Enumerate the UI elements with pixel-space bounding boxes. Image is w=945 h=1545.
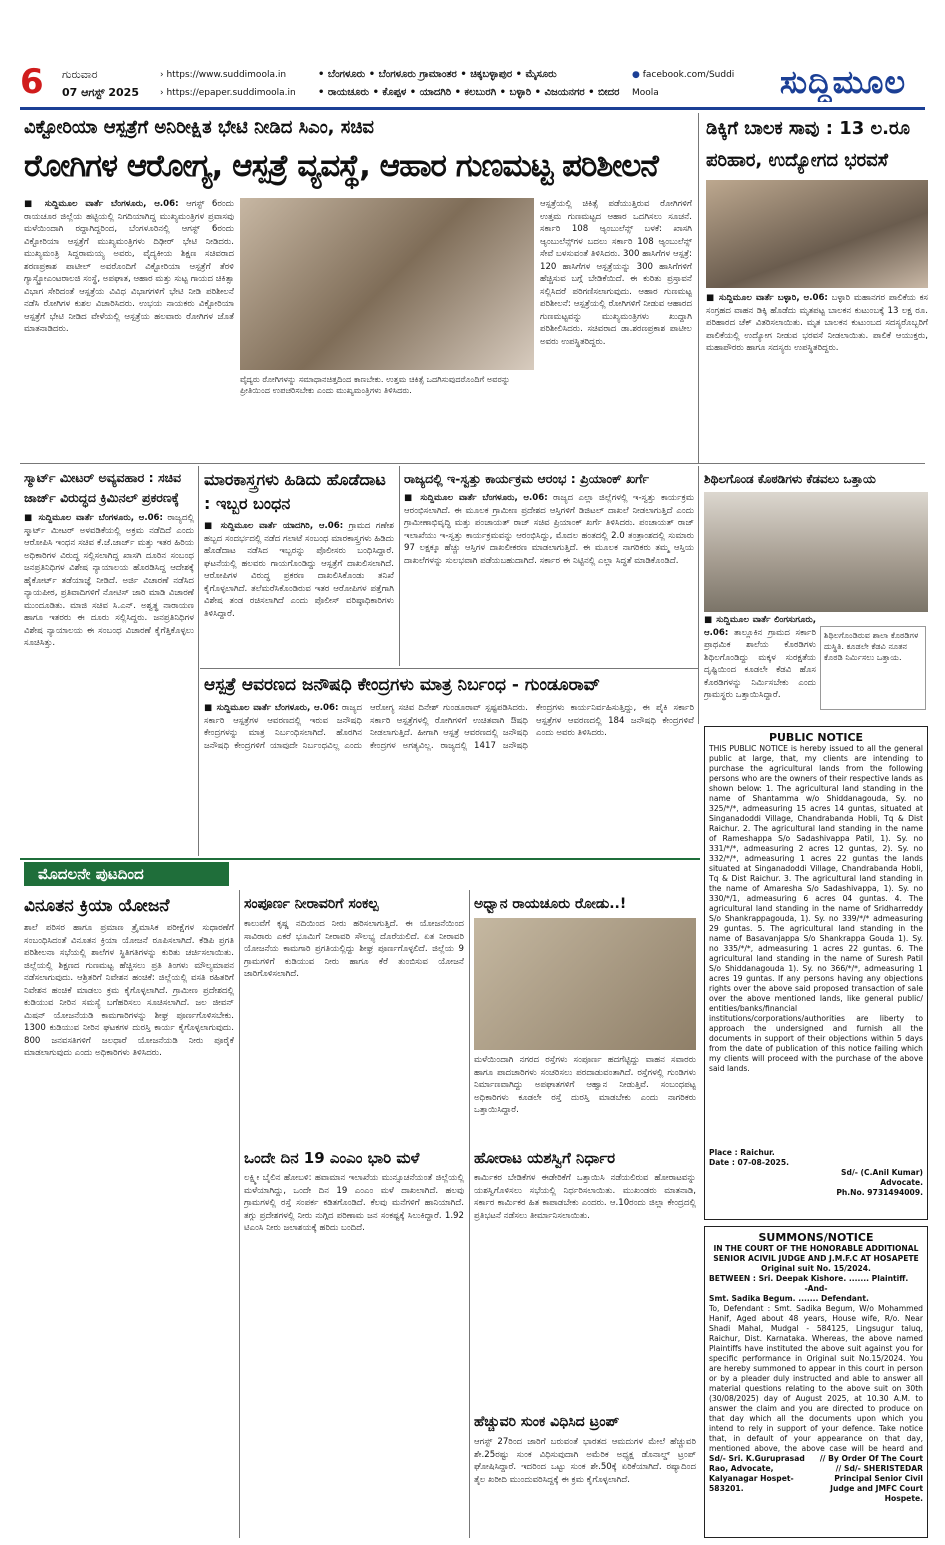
divider [200,668,698,669]
summons-defendant: Smt. Sadika Begum. ....... Defendant. [709,1294,869,1303]
public-notice-phone: Ph.No. 9731494009. [836,1188,923,1197]
lead-byline: ■ ಸುದ್ದಿಮೂಲ ವಾರ್ತೆ ಬೆಂಗಳೂರು, ಆ.06: [24,199,179,209]
lead-photo [240,198,534,370]
public-notice-title: PUBLIC NOTICE [768,731,864,744]
cities-row-1: • ಬೆಂಗಳೂರು • ಬೆಂಗಳೂರು ಗ್ರಾಮಾಂತರ • ಚಿಕ್ಕಬಳ್ಳಾಪುರ • ಮೈಸೂರು [318,69,557,80]
accident-story [706,292,928,458]
road-headline: ಅಧ್ವಾನ ರಾಯಚೂರು ರೋಡು..! [474,896,627,912]
page-number: 6 [20,62,44,102]
school-headline: ಶಿಥಿಲಗೊಂಡ ಕೊಠಡಿಗಳು ಕೆಡವಲು ಒತ್ತಾಯ [704,472,876,486]
kriya-headline: ವಿನೂತನ ಕ್ರಿಯಾ ಯೋಜನೆ [24,896,170,916]
weapons-byline: ■ ಸುದ್ದಿಮೂಲ ವಾರ್ತೆ ಯಾದಗಿರಿ, ಆ.06: [204,521,344,531]
smart-meter-byline: ■ ಸುದ್ದಿಮೂಲ ವಾರ್ತೆ ಬೆಂಗಳೂರು, ಆ.06: [24,513,163,523]
summons-and: -And- [804,1284,828,1293]
school-photo [704,492,928,612]
public-notice-date: Date : 07-08-2025. [709,1158,789,1167]
header-rule [20,107,925,110]
summons-signatures [709,1454,923,1504]
e-swattu-headline: ರಾಜ್ಯದಲ್ಲಿ ಇ-ಸ್ವತ್ತು ಕಾರ್ಯಕ್ರಮ ಆರಂಭ : ಪ್ರಿಯಾಂಕ್ ಖರ್ಗೆ [404,471,649,486]
divider [469,890,470,1538]
e-swattu-body: ರಾಜ್ಯದ ಎಲ್ಲಾ ಜಿಲ್ಲೆಗಳಲ್ಲಿ ಇ-ಸ್ವತ್ತು ಕಾರ್ಯಕ್ರಮ ಆರಂಭಿಸಲಾಗಿದೆ. ಈ ಮೂಲಕ ಗ್ರಾಮೀಣ ಪ್ರದೇಶದ ಆಸ್ತಿಗಳಿಗೆ ಡಿಜಿಟಲ್ ದಾಖಲೆ ನೀಡಲಾಗುತ್ತಿದೆ ಎಂದು ಗ್ರಾಮೀಣಾಭಿವೃದ್ಧಿ ಮತ್ತು ಪಂಚಾಯತ್ ರಾಜ್ ಸಚಿವ ಪ್ರಿಯಾಂಕ್ ಖರ್ಗೆ ತಿಳಿಸಿದರು. ಪಂಚಾಯತ್ ರಾಜ್ ಇಲಾಖೆಯು ಇ-ಸ್ವತ್ತು ಕಾರ್ಯಕ್ರಮವನ್ನು ಆರಂಭಿಸಿದ್ದು, ಮೊದಲ ಹಂತದಲ್ಲಿ 2.0 ತಂತ್ರಾಂಶದಲ್ಲಿ ಸುಮಾರು 97 ಲಕ್ಷಕ್ಕೂ ಹೆಚ್ಚು ಆಸ್ತಿಗಳ ದಾಖಲೀಕರಣ ಮಾಡಲಾಗುತ್ತಿದೆ. ಈ ಮೂಲಕ ನಾಗರಿಕರು ತಮ್ಮ ಆಸ್ತಿಯ ದಾಖಲೆಗಳನ್ನು ಸುಲಭವಾಗಿ ಪಡೆಯಬಹುದಾಗಿದೆ. ಸರ್ಕಾರ ಈ ನಿಟ್ಟಿನಲ್ಲಿ ಎಲ್ಲಾ ಸಿದ್ಧತೆ ಮಾಡಿಕೊಂಡಿದೆ. [404,493,694,566]
divider [198,466,199,856]
smart-meter-story [24,512,194,854]
road-photo [474,918,696,1050]
divider [20,858,700,860]
summons-suit: Original suit No. 15/2024. [761,1264,871,1273]
weapons-story [204,520,394,660]
summons-between: BETWEEN : Sri. Deepak Kishore. ....... Plaintiff. [709,1274,909,1283]
rain-headline: ಒಂದೇ ದಿನ 19 ಎಂಎಂ ಭಾರಿ ಮಳೆ [244,1149,420,1167]
divider [20,463,925,464]
date-block [62,66,172,102]
school-byline: ■ ಸುದ್ದಿಮೂಲ ವಾರ್ತೆ ಲಿಂಗಸುಗೂರು, ಆ.06: [704,615,816,638]
tariff-body: ಆಗಸ್ಟ್ 27ರಿಂದ ಜಾರಿಗೆ ಬರುವಂತೆ ಭಾರತದ ಆಮದುಗಳ ಮೇಲೆ ಹೆಚ್ಚುವರಿ ಶೇ.25ರಷ್ಟು ಸುಂಕ ವಿಧಿಸುವುದಾಗಿ ಅಮೆರಿಕ ಅಧ್ಯಕ್ಷ ಡೊನಾಲ್ಡ್ ಟ್ರಂಪ್ ಘೋಷಿಸಿದ್ದಾರೆ. ಇದರಿಂದ ಒಟ್ಟು ಸುಂಕ ಶೇ.50ಕ್ಕೆ ಏರಿಕೆಯಾಗಿದೆ. ರಷ್ಯಾದಿಂದ ತೈಲ ಖರೀದಿ ಮುಂದುವರಿಸಿದ್ದಕ್ಕೆ ಈ ಕ್ರಮ ಕೈಗೊಳ್ಳಲಾಗಿದೆ. [474,1437,696,1485]
school-story [704,614,816,722]
lead-col-3: ಆಸ್ಪತ್ರೆಯಲ್ಲಿ ಚಿಕಿತ್ಸೆ ಪಡೆಯುತ್ತಿರುವ ರೋಗಿಗಳಿಗೆ ಉತ್ತಮ ಗುಣಮಟ್ಟದ ಆಹಾರ ಒದಗಿಸಲು ಸೂಚನೆ. ಸರ್ಕಾರಿ 108 ಆ್ಯಂಬುಲೆನ್ಸ್ ಬಳಕೆ: ಖಾಸಗಿ ಆ್ಯಂಬುಲೆನ್ಸ್‌ಗಳ ಬದಲು ಸರ್ಕಾರಿ 108 ಆ್ಯಂಬುಲೆನ್ಸ್ ಸೇವೆ ಬಳಸುವಂತೆ ತಿಳಿಸಿದರು. 300 ಹಾಸಿಗೆಗಳ ಆಸ್ಪತ್ರೆ: 120 ಹಾಸಿಗೆಗಳ ಆಸ್ಪತ್ರೆಯನ್ನು 300 ಹಾಸಿಗೆಗಳಿಗೆ ಹೆಚ್ಚಿಸುವ ಬಗ್ಗೆ ಬೇಡಿಕೆಯಿದೆ. ಈ ಕುರಿತು ಪ್ರಸ್ತಾವನೆ ಸಲ್ಲಿಸಿದರೆ ಪರಿಗಣಿಸಲಾಗುವುದು. ಆಹಾರ ಗುಣಮಟ್ಟ ಪರಿಶೀಲನೆ: ಆಸ್ಪತ್ರೆಯಲ್ಲಿ ರೋಗಿಗಳಿಗೆ ನೀಡುವ ಆಹಾರದ ಗುಣಮಟ್ಟವನ್ನು ಮುಖ್ಯಮಂತ್ರಿಗಳು ಖುದ್ದಾಗಿ ಪರಿಶೀಲಿಸಿದರು. ಸಚಿವರಾದ ಡಾ.ಶರಣಪ್ರಕಾಶ ಪಾಟೀಲ ಅವರು ಉಪಸ್ಥಿತರಿದ್ದರು. [540,199,692,347]
tariff-headline: ಹೆಚ್ಚುವರಿ ಸುಂಕ ವಿಧಿಸಿದ ಟ್ರಂಪ್ [474,1414,620,1430]
divider [698,113,699,463]
public-notice-body: THIS PUBLIC NOTICE is hereby issued to all the general public at large, that, my clients are intending to purchase the agricultural lands from the following persons who are the owners of their respective lands as shown below: 1. The agricultural land standing in the name of Shantamma w/o Shiddanagouda, Sy. no 325/*/*, admeasuring 15 acres 14 guntas, situated at Singanadoddi Village, Chandrabanda Hobli, Tq & Dist Raichur. 2. The agricultural land standing in the name of Rameshappa S/o Sadashivappa Patil, 1). Sy. no 331/*/*, admeasuring 2 acres 12 guntas, 2). Sy. no 332/*/*, admeasuring 1 acres 22 guntas the lands situated at Singanadoddi Village, Chandrabanda Hobli, Tq & Dist Raichur. 3. The agricultural land standing in the name of Amaresha S/o Sadashivappa, 1). Sy. no 330/*/1, admeasuring 6 acres 04 guntas. 4. The agricultural land standing in the name of Sridharreddy S/o Shankrappagouda, 1). Sy. no 339/*/* admeasuring 29 guntas. 5. The agricultural land standing in the name of Basavanjappa S/o Shankrappa Gouda 1). Sy. no 335/*/*, admeasuring 1 acres 22 guntas. 6. The agricultural land standing in the name of Suresh Patil S/o Shiddanagouda 1). Sy. no 366/*/*, admeasuring 1 acres 19 guntas. If any persons having any objections rights over the above said proposed transaction of sale over the above mentioned lands, like general public/ entities/banks/financial institutions/corporations/authorities are liberty to approach the undersigned and furnish all the documents in support of their objections within 5 days from the date of publication of this notice failing which my clients will proceed with the purchase of the above said lands. [709,744,923,1073]
divider [239,890,240,1538]
public-notice [704,726,928,1220]
kriya-body: ಶಾಲೆ ಪರಿಸರ ಹಾಗೂ ಪ್ರಮಾಣ ತ್ರೈಮಾಸಿಕ ಪರೀಕ್ಷೆಗಳ ಸುಧಾರಣೆಗೆ ಸಂಬಂಧಿಸಿದಂತೆ ವಿನೂತನ ಕ್ರಿಯಾ ಯೋಜನೆ ರೂಪಿಸಲಾಗಿದೆ. ಕೆಡಿಪಿ ಪ್ರಗತಿ ಪರಿಶೀಲನಾ ಸಭೆಯಲ್ಲಿ ಶಾಲೆಗಳ ಸ್ಥಿತಿಗತಿಗಳನ್ನು ಕುರಿತು ಚರ್ಚಿಸಲಾಯಿತು. ಜಿಲ್ಲೆಯಲ್ಲಿ ಶಿಕ್ಷಣದ ಗುಣಮಟ್ಟ ಹೆಚ್ಚಿಸಲು ಪ್ರತಿ ತಿಂಗಳು ಮೌಲ್ಯಮಾಪನ ನಡೆಸಲಾಗುವುದು. ಆಶ್ರಿತರಿಗೆ ನಿವೇಶನ ಹಂಚಿಕೆ: ಜಿಲ್ಲೆಯಲ್ಲಿ ವಸತಿ ರಹಿತರಿಗೆ ನಿವೇಶನ ಹಂಚಿಕೆ ಮಾಡಲು ಕ್ರಮ ಕೈಗೊಳ್ಳಲಾಗಿದೆ. ಗ್ರಾಮೀಣ ಪ್ರದೇಶದಲ್ಲಿ ಕುಡಿಯುವ ನೀರಿನ ಸಮಸ್ಯೆ ಬಗೆಹರಿಸಲು ಸೂಚಿಸಲಾಗಿದೆ. ಜಲ ಜೀವನ್ ಮಿಷನ್ ಯೋಜನೆಯಡಿ ಕಾಮಗಾರಿಗಳನ್ನು ಶೀಘ್ರ ಪೂರ್ಣಗೊಳಿಸಬೇಕು. 1300 ಕುಡಿಯುವ ನೀರಿನ ಘಟಕಗಳ ದುರಸ್ತಿ ಕಾರ್ಯ ಕೈಗೊಳ್ಳಲಾಗುವುದು. 800 ಜನವಸತಿಗಳಿಗೆ ಜಲಧಾರೆ ಯೋಜನೆಯಡಿ ನೀರು ಪೂರೈಕೆ ಮಾಡಲಾಗುವುದು ಎಂದು ಅಧಿಕಾರಿಗಳು ತಿಳಿಸಿದರು. [24,923,234,1058]
public-notice-role: Advocate. [880,1178,923,1187]
protest-headline: ಹೋರಾಟ ಯಶಸ್ವಿಗೆ ನಿರ್ಧಾರ [474,1149,616,1167]
divider [399,466,400,666]
continued-section-banner: ಮೊದಲನೇ ಪುಟದಿಂದ [24,862,229,886]
web-links [160,66,320,102]
janaushadhi-byline: ■ ಸುದ್ದಿಮೂಲ ವಾರ್ತೆ ಬೆಂಗಳೂರು, ಆ.06: [204,703,339,713]
summons-right-sign: // By Order Of The Court // Sd/- SHERISTEDAR Principal Senior Civil Judge and JMFC Court Hospete. [819,1454,923,1503]
weapons-body: ಗ್ರಾಮದ ಗಣೇಶ ಹಬ್ಬದ ಸಂದರ್ಭದಲ್ಲಿ ನಡೆದ ಗಲಾಟೆ ಸಂಬಂಧ ಮಾರಕಾಸ್ತ್ರಗಳು ಹಿಡಿದು ಹೊಡೆದಾಟ ನಡೆಸಿದ ಇಬ್ಬರನ್ನು ಪೊಲೀಸರು ಬಂಧಿಸಿದ್ದಾರೆ. ಘಟನೆಯಲ್ಲಿ ಹಲವರು ಗಾಯಗೊಂಡಿದ್ದು ಆಸ್ಪತ್ರೆಗೆ ದಾಖಲಿಸಲಾಗಿದೆ. ಆರೋಪಿಗಳ ವಿರುದ್ಧ ಪ್ರಕರಣ ದಾಖಲಿಸಿಕೊಂಡು ತನಿಖೆ ಕೈಗೊಳ್ಳಲಾಗಿದೆ. ತಲೆಮರೆಸಿಕೊಂಡಿರುವ ಇತರ ಆರೋಪಿಗಳ ಪತ್ತೆಗಾಗಿ ವಿಶೇಷ ತಂಡ ರಚಿಸಲಾಗಿದೆ ಎಂದು ಪೊಲೀಸ್ ವರಿಷ್ಠಾಧಿಕಾರಿಗಳು ತಿಳಿಸಿದ್ದಾರೆ. [204,521,394,619]
facebook-link[interactable]: ● facebook.com/Suddi Moola [632,70,735,98]
e-swattu-byline: ■ ಸುದ್ದಿಮೂಲ ವಾರ್ತೆ ಬೆಂಗಳೂರು, ಆ.06: [404,493,548,503]
cities-row-2: • ರಾಯಚೂರು • ಕೊಪ್ಪಳ • ಯಾದಗಿರಿ • ಕಲಬುರಗಿ • ಬಳ್ಳಾರಿ • ವಿಜಯನಗರ • ಬೀದರ [318,87,620,98]
lead-kicker: ವಿಕ್ಟೋರಿಯಾ ಆಸ್ಪತ್ರೆಗೆ ಅನಿರೀಕ್ಷಿತ ಭೇಟಿ ನೀಡಿದ ಸಿಎಂ, ಸಚಿವ [24,117,374,138]
smart-meter-body: ರಾಜ್ಯದಲ್ಲಿ ಸ್ಮಾರ್ಟ್ ಮೀಟರ್ ಅಳವಡಿಕೆಯಲ್ಲಿ ಅಕ್ರಮ ನಡೆದಿದೆ ಎಂದು ಆರೋಪಿಸಿ ಇಂಧನ ಸಚಿವ ಕೆ.ಜೆ.ಜಾರ್ಜ್ ಮತ್ತು ಇತರ ಹಿರಿಯ ಅಧಿಕಾರಿಗಳ ವಿರುದ್ಧ ಸಲ್ಲಿಸಲಾಗಿದ್ದ ಖಾಸಗಿ ದೂರಿನ ಸಂಬಂಧ ಜನಪ್ರತಿನಿಧಿಗಳ ವಿಶೇಷ ನ್ಯಾಯಾಲಯ ಹೊರಡಿಸಿದ್ದ ಆದೇಶಕ್ಕೆ ಹೈಕೋರ್ಟ್ ತಡೆಯಾಜ್ಞೆ ನೀಡಿದೆ. ಅರ್ಜಿ ವಿಚಾರಣೆ ನಡೆಸಿದ ನ್ಯಾಯಪೀಠ, ಪ್ರತಿವಾದಿಗಳಿಗೆ ನೋಟಿಸ್ ಜಾರಿ ಮಾಡಿ ವಿಚಾರಣೆ ಮುಂದೂಡಿತು. ಮಾಜಿ ಸಚಿವ ಸಿ.ಎನ್. ಅಶ್ವತ್ಥ ನಾರಾಯಣ ಹಾಗೂ ಇತರರು ಈ ದೂರು ಸಲ್ಲಿಸಿದ್ದರು. ಜನಪ್ರತಿನಿಧಿಗಳ ವಿಶೇಷ ನ್ಯಾಯಾಲಯ ಈ ಸಂಬಂಧ ವಿಚಾರಣೆ ಕೈಗೆತ್ತಿಕೊಳ್ಳಲು ಸೂಚಿಸಿತ್ತು. [24,513,194,648]
summons-title: SUMMONS/NOTICE [758,1231,874,1244]
e-swattu-story [404,492,694,660]
school-body: ತಾಲ್ಲೂಕಿನ ಗ್ರಾಮದ ಸರ್ಕಾರಿ ಪ್ರಾಥಮಿಕ ಶಾಲೆಯ ಕೊಠಡಿಗಳು ಶಿಥಿಲಗೊಂಡಿದ್ದು ಮಕ್ಕಳ ಸುರಕ್ಷತೆಯ ದೃಷ್ಟಿಯಿಂದ ಕೂಡಲೇ ಕೆಡವಿ ಹೊಸ ಕೊಠಡಿಗಳನ್ನು ನಿರ್ಮಿಸಬೇಕು ಎಂದು ಗ್ರಾಮಸ್ಥರು ಒತ್ತಾಯಿಸಿದ್ದಾರೆ. [704,627,816,700]
public-notice-sign: Sd/- (C.Anil Kumar) [841,1168,923,1177]
protest-body: ಕಾರ್ಮಿಕರ ಬೇಡಿಕೆಗಳ ಈಡೇರಿಕೆಗೆ ಒತ್ತಾಯಿಸಿ ನಡೆಯಲಿರುವ ಹೋರಾಟವನ್ನು ಯಶಸ್ವಿಗೊಳಿಸಲು ಸಭೆಯಲ್ಲಿ ನಿರ್ಧರಿಸಲಾಯಿತು. ಮುಖಂಡರು ಮಾತನಾಡಿ, ಸರ್ಕಾರ ಕಾರ್ಮಿಕರ ಹಿತ ಕಾಪಾಡಬೇಕು ಎಂದರು. ಆ.10ರಂದು ಜಿಲ್ಲಾ ಕೇಂದ್ರದಲ್ಲಿ ಪ್ರತಿಭಟನೆ ನಡೆಸಲು ತೀರ್ಮಾನಿಸಲಾಯಿತು. [474,1173,696,1221]
social-links [632,66,762,102]
accident-headline: ಡಿಕ್ಕಿಗೆ ಬಾಲಕ ಸಾವು : 13 ಲ.ರೂ ಪರಿಹಾರ, ಉದ್ಯೋಗದ ಭರವಸೆ [706,118,911,171]
smart-meter-headline: ಸ್ಮಾರ್ಟ್ ಮೀಟರ್ ಅವ್ಯವಹಾರ : ಸಚಿವ ಜಾರ್ಜ್ ವಿರುದ್ಧದ ಕ್ರಿಮಿನಲ್ ಪ್ರಕರಣಕ್ಕೆ [24,470,182,505]
accident-byline: ■ ಸುದ್ದಿಮೂಲ ವಾರ್ತೆ ಬಳ್ಳಾರಿ, ಆ.06: [706,293,828,303]
divider [698,466,699,724]
road-body: ಮಳೆಯಿಂದಾಗಿ ನಗರದ ರಸ್ತೆಗಳು ಸಂಪೂರ್ಣ ಹದಗೆಟ್ಟಿದ್ದು ವಾಹನ ಸವಾರರು ಹಾಗೂ ಪಾದಚಾರಿಗಳು ಸಂಚರಿಸಲು ಪರದಾಡುವಂತಾಗಿದೆ. ರಸ್ತೆಗಳಲ್ಲಿ ಗುಂಡಿಗಳು ನಿರ್ಮಾಣವಾಗಿದ್ದು ಅಪಘಾತಗಳಿಗೆ ಆಹ್ವಾನ ನೀಡುತ್ತಿವೆ. ಸಂಬಂಧಪಟ್ಟ ಅಧಿಕಾರಿಗಳು ಕೂಡಲೇ ರಸ್ತೆ ದುರಸ್ತಿ ಮಾಡಬೇಕು ಎಂದು ನಾಗರಿಕರು ಒತ್ತಾಯಿಸಿದ್ದಾರೆ. [474,1055,696,1115]
web-link[interactable]: › https://www.suddimoola.in [160,70,287,80]
city-editions [318,66,638,102]
date-label: 07 ಆಗಸ್ಟ್ 2025 [62,86,139,99]
summons-court: IN THE COURT OF THE HONORABLE ADDITIONAL SENIOR ACIVIL JUDGE AND J.M.F.C AT HOSAPETE [713,1244,919,1263]
janaushadhi-story [204,702,694,854]
weapons-headline: ಮಾರಕಾಸ್ತ್ರಗಳು ಹಿಡಿದು ಹೊಡೆದಾಟ : ಇಬ್ಬರ ಬಂಧನ [204,470,386,513]
epaper-link[interactable]: › https://epaper.suddimoola.in [160,88,296,98]
lead-headline: ರೋಗಿಗಳ ಆರೋಗ್ಯ, ಆಸ್ಪತ್ರೆ ವ್ಯವಸ್ಥೆ, ಆಹಾರ ಗುಣಮಟ್ಟ ಪರಿಶೀಲನೆ [24,148,658,184]
facebook-icon: ● [632,70,640,80]
janaushadhi-headline: ಆಸ್ಪತ್ರೆ ಆವರಣದ ಜನೌಷಧಿ ಕೇಂದ್ರಗಳು ಮಾತ್ರ ನಿರ್ಬಂಧ - ಗುಂಡೂರಾವ್ [204,675,601,695]
public-notice-footer [709,1148,923,1198]
irrigation-headline: ಸಂಪೂರ್ಣ ನೀರಾವರಿಗೆ ಸಂಕಲ್ಪ [244,896,379,912]
summons-notice [704,1226,928,1538]
lead-body-1: ಆಗಸ್ಟ್ 6ರಂದು ರಾಯಚೂರ ಜಿಲ್ಲೆಯ ಹಟ್ಟಿಯಲ್ಲಿ ನಿಗದಿಯಾಗಿದ್ದ ಮುಖ್ಯಮಂತ್ರಿಗಳ ಪ್ರವಾಸವು ಮಳೆಯಿಂದಾಗಿ ರದ್ದಾಗಿದ್ದರಿಂದ, ಬೆಂಗಳೂರಿನಲ್ಲಿ ಆಗಸ್ಟ್ 6ರಂದು ವಿಕ್ಟೋರಿಯಾ ಆಸ್ಪತ್ರೆಗೆ ಮುಖ್ಯಮಂತ್ರಿಗಳು ದಿಢೀರ್ ಭೇಟಿ ನೀಡಿದರು. ಮುಖ್ಯಮಂತ್ರಿ ಸಿದ್ದರಾಮಯ್ಯ ಅವರು, ವೈದ್ಯಕೀಯ ಶಿಕ್ಷಣ ಸಚಿವರಾದ ಶರಣಪ್ರಕಾಶ ಪಾಟೀಲ್ ಅವರೊಂದಿಗೆ ವಿಕ್ಟೋರಿಯಾ ಆಸ್ಪತ್ರೆಗೆ ತೆರಳಿ ಗ್ಯಾಸ್ಟ್ರೋಎಂಟರಾಲಜಿ ಸಂಸ್ಥೆ, ಅಪಘಾತ, ಆಹಾರ ಮತ್ತು ಸುಟ್ಟ ಗಾಯದ ಚಿಕಿತ್ಸಾ ವಿಭಾಗ ಸೇರಿದಂತೆ ಆಸ್ಪತ್ರೆಯ ವಿವಿಧ ವಿಭಾಗಗಳಿಗೆ ಭೇಟಿ ನೀಡಿ ಪರಿಶೀಲನೆ ನಡೆಸಿ ರೋಗಿಗಳ ಕುಶಲ ವಿಚಾರಿಸಿದರು. ಉಭಯ ನಾಯಕರು ವಿಕ್ಟೋರಿಯಾ ಆಸ್ಪತ್ರೆಗೆ ಭೇಟಿ ನೀಡಿದ ವೇಳೆಯಲ್ಲಿ ಆಸ್ಪತ್ರೆಯ ಹಲವಾರು ರೋಗಿಗಳ ಜೊತೆ ಮಾತನಾಡಿದರು. [24,199,234,334]
accident-body: ಬಳ್ಳಾರಿ ಮಹಾನಗರ ಪಾಲಿಕೆಯ ಕಸ ಸಂಗ್ರಹದ ವಾಹನ ಡಿಕ್ಕಿ ಹೊಡೆದು ಮೃತಪಟ್ಟ ಬಾಲಕನ ಕುಟುಂಬಕ್ಕೆ 13 ಲಕ್ಷ ರೂ. ಪರಿಹಾರದ ಚೆಕ್ ವಿತರಿಸಲಾಯಿತು. ಮೃತ ಬಾಲಕನ ಕುಟುಂಬದ ಸದಸ್ಯರೊಬ್ಬರಿಗೆ ಪಾಲಿಕೆಯಲ್ಲಿ ಉದ್ಯೋಗ ನೀಡುವ ಭರವಸೆ ನೀಡಲಾಯಿತು. ಪಾಲಿಕೆ ಆಯುಕ್ತರು, ಮಹಾಪೌರರು ಹಾಗೂ ಸದಸ್ಯರು ಉಪಸ್ಥಿತರಿದ್ದರು. [706,293,928,353]
masthead-logo: ಸುದ್ದಿಮೂಲ [758,62,928,102]
school-caption: ಶಿಥಿಲಗೊಂಡಿರುವ ಶಾಲಾ ಕೊಠಡಿಗಳ ದುಸ್ಥಿತಿ. ಕೂಡಲೇ ಕೆಡವಿ ನೂತನ ಕೊಠಡಿ ನಿರ್ಮಿಸಲು ಒತ್ತಾಯ. [820,626,926,710]
summons-left-sign: Sd/- Sri. K.Guruprasad Rao, Advocate, Kalyanagar Hospet-583201. [709,1454,805,1493]
lead-photo-caption: ವೈದ್ಯರು ರೋಗಿಗಳನ್ನು ಸಮಾಧಾನಚಿತ್ತದಿಂದ ಕಾಣಬೇಕು. ಉತ್ತಮ ಚಿಕಿತ್ಸೆ ಒದಗಿಸುವುದರೊಂದಿಗೆ ಅವರನ್ನು ಪ್ರೀತಿಯಿಂದ ಉಪಚರಿಸಬೇಕು ಎಂದು ಮುಖ್ಯಮಂತ್ರಿಗಳು ತಿಳಿಸಿದರು. [240,374,511,395]
day-label: ಗುರುವಾರ [62,68,98,81]
summons-body: To, Defendant : Smt. Sadika Begum, W/o Mohammed Hanif, Aged about 48 years, House wife, R/o. Near Shadi Mahal, Mudgal - 584125, Lingsugur taluq, Raichur, Dist. Karnataka. Whereas, the above named Plaintiffs have instituted the above suit against you for specific performance in Original suit No.15/2024. You are hereby summoned to appear in this court in person or by a pleader duly instructed and able to answer all material questions relating to the above suit on 30th (30/08/2025) day of August 2025, at 10.30 A.M. to answer the claim and you are directed to produce on that day which all the documents upon which you intend to rely in support of your defence. Take notice that, in default of your appearance on that day, mentioned above, the above case will be heard and [709,1304,923,1453]
public-notice-place: Place : Raichur. [709,1148,775,1157]
rain-body: ಲಕ್ಷ್ಮೀ ಬೈಲಿನ ಹೋಬಳಿ: ಹವಾಮಾನ ಇಲಾಖೆಯ ಮುನ್ಸೂಚನೆಯಂತೆ ಜಿಲ್ಲೆಯಲ್ಲಿ ಮಳೆಯಾಗಿದ್ದು, ಒಂದೇ ದಿನ 19 ಎಂಎಂ ಮಳೆ ದಾಖಲಾಗಿದೆ. ಹಲವು ಗ್ರಾಮಗಳಲ್ಲಿ ರಸ್ತೆ ಸಂಪರ್ಕ ಕಡಿತಗೊಂಡಿದೆ. ಕೆಲವು ಮನೆಗಳಿಗೆ ಹಾನಿಯಾಗಿದೆ. ತಗ್ಗು ಪ್ರದೇಶಗಳಲ್ಲಿ ನೀರು ನುಗ್ಗಿದ ಪರಿಣಾಮ ಜನ ಸಂಕಷ್ಟಕ್ಕೆ ಸಿಲುಕಿದ್ದಾರೆ. 1.92 ಟಿಎಂಸಿ ನೀರು ಜಲಾಶಯಕ್ಕೆ ಹರಿದು ಬಂದಿದೆ. [244,1173,464,1233]
lead-col-1 [24,198,234,460]
accident-photo [706,180,928,288]
irrigation-body: ಕಾಲುವೆಗೆ ಕೃಷ್ಣ ನದಿಯಿಂದ ನೀರು ಹರಿಸಲಾಗುತ್ತಿದೆ. ಈ ಯೋಜನೆಯಿಂದ ಸಾವಿರಾರು ಎಕರೆ ಭೂಮಿಗೆ ನೀರಾವರಿ ಸೌಲಭ್ಯ ದೊರೆಯಲಿದೆ. ಏತ ನೀರಾವರಿ ಯೋಜನೆಯ ಕಾಮಗಾರಿ ಪ್ರಗತಿಯಲ್ಲಿದ್ದು ಶೀಘ್ರ ಪೂರ್ಣಗೊಳ್ಳಲಿದೆ. ಜಿಲ್ಲೆಯ 9 ಗ್ರಾಮಗಳಿಗೆ ಕುಡಿಯುವ ನೀರು ಹಾಗೂ ಕೆರೆ ತುಂಬಿಸುವ ಯೋಜನೆ ಜಾರಿಗೊಳಿಸಲಾಗಿದೆ. [244,919,464,979]
janaushadhi-body: ರಾಜ್ಯದ ಸರ್ಕಾರಿ ಆಸ್ಪತ್ರೆಗಳ ಆವರಣದಲ್ಲಿ ಇರುವ ಜನೌಷಧಿ ಕೇಂದ್ರಗಳನ್ನು ಮಾತ್ರ ನಿರ್ಬಂಧಿಸಲಾಗಿದೆ. ಹೊರಗಿನ ಜನೌಷಧಿ ಕೇಂದ್ರಗಳಿಗೆ ಯಾವುದೇ ನಿರ್ಬಂಧವಿಲ್ಲ ಎಂದು ಆರೋಗ್ಯ ಸಚಿವ ದಿನೇಶ್ ಗುಂಡೂರಾವ್ ಸ್ಪಷ್ಟಪಡಿಸಿದರು. ಸರ್ಕಾರಿ ಆಸ್ಪತ್ರೆಗಳಲ್ಲಿ ರೋಗಿಗಳಿಗೆ ಉಚಿತವಾಗಿ ಔಷಧಿ ನೀಡಲಾಗುತ್ತಿದೆ. ಹೀಗಾಗಿ ಆಸ್ಪತ್ರೆ ಆವರಣದಲ್ಲಿ ಜನೌಷಧಿ ಕೇಂದ್ರಗಳ ಅಗತ್ಯವಿಲ್ಲ. ರಾಜ್ಯದಲ್ಲಿ 1417 ಜನೌಷಧಿ ಕೇಂದ್ರಗಳು ಕಾರ್ಯನಿರ್ವಹಿಸುತ್ತಿದ್ದು, ಈ ಪೈಕಿ ಸರ್ಕಾರಿ ಆಸ್ಪತ್ರೆಗಳ ಆವರಣದಲ್ಲಿ 184 ಜನೌಷಧಿ ಕೇಂದ್ರಗಳಿವೆ ಎಂದು ಅವರು ತಿಳಿಸಿದರು. [204,703,694,751]
